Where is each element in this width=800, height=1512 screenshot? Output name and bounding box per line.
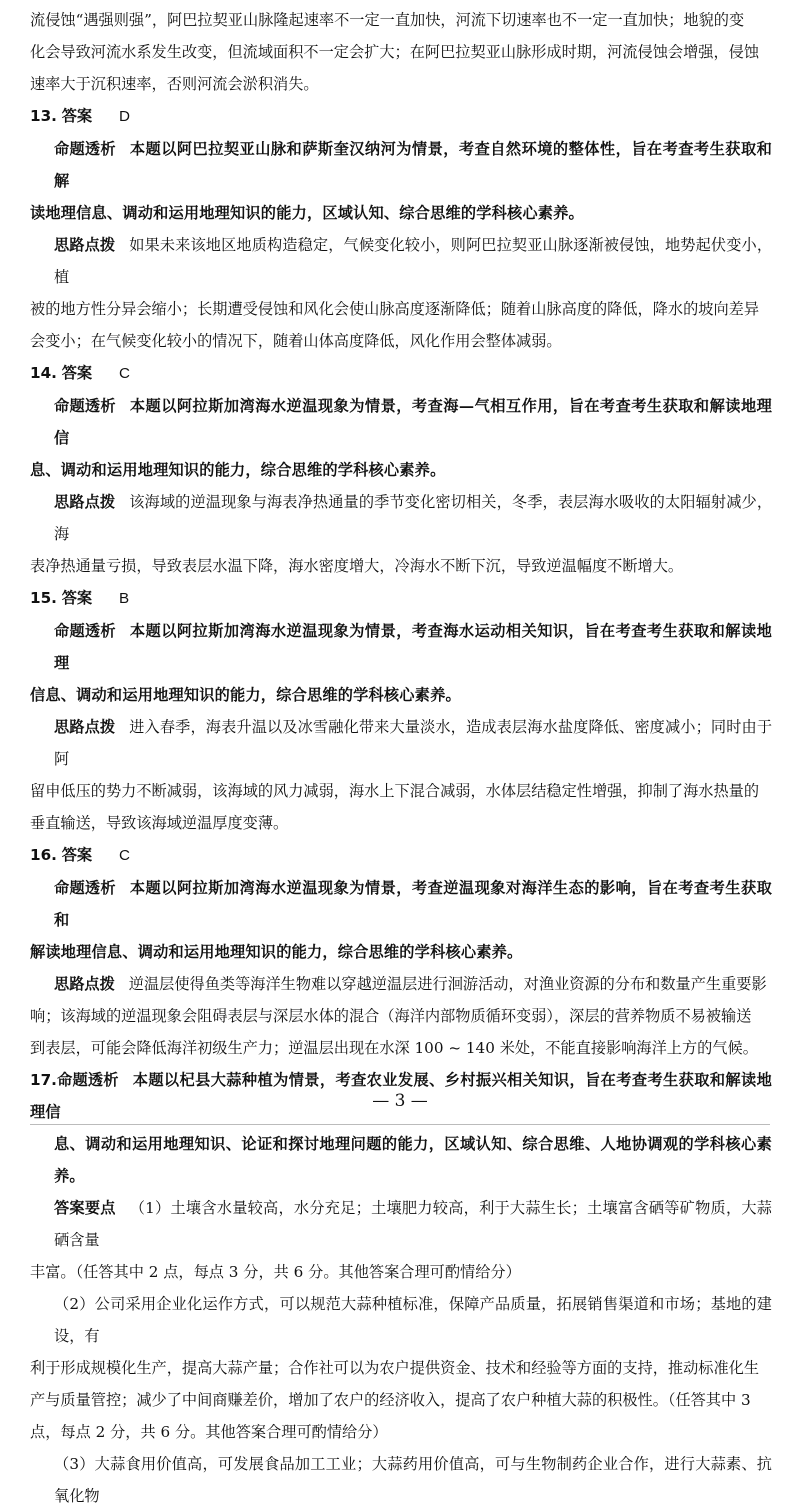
answer-value: C [118,847,130,864]
question-number: 17. [30,1071,57,1089]
q17-analysis [30,1064,772,1192]
text-line: 息、调动和运用地理知识的能力，综合思维的学科核心素养。 [30,461,446,479]
answer-value: B [118,590,130,607]
q15-answer-line [30,582,772,615]
q14-idea [30,486,772,582]
text-line: 留申低压的势力不断减弱，该海域的风力减弱，海水上下混合减弱，水体层结稳定性增强，抑制了海水热量的 [30,782,759,800]
text-line: 会变小；在气候变化较小的情况下，随着山体高度降低，风化作用会整体减弱。 [30,332,562,350]
text-line: 本题以阿拉斯加湾海水逆温现象为情景，考查海水运动相关知识，旨在考查考生获取和解读地理 [54,622,772,672]
text-line: 点，每点 2 分，共 6 分。其他答案合理可酌情给分） [30,1423,388,1441]
text-line: 到表层，可能会降低海洋初级生产力；逆温层出现在水深 100 ~ 140 米处，不能直接影响海洋上方的气候。 [30,1039,758,1057]
text-line: 解读地理信息、调动和运用地理知识的能力，综合思维的学科核心素养。 [30,943,523,961]
key-points-label: 答案要点 [54,1199,116,1217]
text-line: 息、调动和运用地理知识、论证和探讨地理问题的能力，区域认知、综合思维、人地协调观的学科核心素养。 [54,1135,772,1185]
text-line: 响；该海域的逆温现象会阻碍表层与深层水体的混合（海洋内部物质循环变弱），深层的营养物质不易被输送 [30,1007,752,1025]
text-line: 逆温层使得鱼类等海洋生物难以穿越逆温层进行洄游活动，对渔业资源的分布和数量产生重要影 [128,975,767,993]
text-line: 流侵蚀“遇强则强”，阿巴拉契亚山脉隆起速率不一定一直加快，河流下切速率也不一定一直加快；地貌的变 [30,11,745,29]
question-number: 15. [30,589,57,607]
text-line: 信息、调动和运用地理知识的能力，综合思维的学科核心素养。 [30,686,461,704]
analysis-label: 命题透析 [54,879,116,897]
footer-divider [30,1124,770,1125]
text-line: 垂直输送，导致该海域逆温厚度变薄。 [30,814,289,832]
q17-key-point-2 [30,1288,772,1448]
q13-answer-line [30,100,772,133]
text-line: 该海域的逆温现象与海表净热通量的季节变化密切相关，冬季，表层海水吸收的太阳辐射减少，海 [54,493,773,543]
question-number: 13. [30,107,57,125]
text-line: 本题以杞县大蒜种植为情景，考查农业发展、乡村振兴相关知识，旨在考查考生获取和解读地理信 [30,1071,773,1121]
answer-label: 答案 [61,846,93,864]
text-line: （3）大蒜食用价值高，可发展食品加工工业；大蒜药用价值高，可与生物制药企业合作，进行大蒜素、抗氧化物 [54,1455,772,1505]
text-line: 进入春季，海表升温以及冰雪融化带来大量淡水，造成表层海水盐度降低、密度减小；同时由于阿 [54,718,773,768]
analysis-label: 命题透析 [54,622,116,640]
text-line: 利于形成规模化生产，提高大蒜产量；合作社可以为农户提供资金、技术和经验等方面的支持，推动标准化生 [30,1359,759,1377]
intro-paragraph [30,4,772,100]
text-line: （2）公司采用企业化运作方式，可以规范大蒜种植标准，保障产品质量，拓展销售渠道和市场；基地的建设，有 [54,1295,772,1345]
answer-value: D [118,108,130,125]
text-line: 化会导致河流水系发生改变，但流域面积不一定会扩大；在阿巴拉契亚山脉形成时期，河流侵蚀会增强，侵蚀 [30,43,759,61]
q14-analysis [30,390,772,486]
analysis-label: 命题透析 [54,140,116,158]
text-line: 丰富。（任答其中 2 点，每点 3 分，共 6 分。其他答案合理可酌情给分） [30,1263,521,1281]
text-line: （1）土壤含水量较高，水分充足；土壤肥力较高，利于大蒜生长；土壤富含硒等矿物质，大蒜硒含量 [54,1199,772,1249]
idea-label: 思路点拨 [54,493,116,511]
analysis-label: 命题透析 [54,397,116,415]
q16-idea [30,968,772,1064]
text-line: 本题以阿拉斯加湾海水逆温现象为情景，考查逆温现象对海洋生态的影响，旨在考查考生获取和 [54,879,772,929]
text-line: 本题以阿拉斯加湾海水逆温现象为情景，考查海—气相互作用，旨在考查考生获取和解读地理信 [54,397,772,447]
question-number: 16. [30,846,57,864]
page-number: — 3 — [372,1091,428,1111]
q15-analysis [30,615,772,711]
q17-key-point-1 [30,1192,772,1288]
text-line: 读地理信息、调动和运用地理知识的能力，区域认知、综合思维的学科核心素养。 [30,204,584,222]
idea-label: 思路点拨 [54,975,115,993]
analysis-label: 命题透析 [56,1071,119,1089]
text-line: 产与质量管控；减少了中间商赚差价，增加了农户的经济收入，提高了农户种植大蒜的积极性。（任答其中 3 [30,1391,751,1409]
q16-analysis [30,872,772,968]
answer-label: 答案 [61,107,93,125]
question-number: 14. [30,364,57,382]
answer-label: 答案 [61,364,93,382]
text-line: 如果未来该地区地质构造稳定，气候变化较小，则阿巴拉契亚山脉逐渐被侵蚀，地势起伏变小，植 [54,236,773,286]
text-line: 被的地方性分异会缩小；长期遭受侵蚀和风化会使山脉高度逐渐降低；随着山脉高度的降低，降水的坡向差异 [30,300,759,318]
q16-answer-line [30,839,772,872]
q17-key-point-3 [30,1448,772,1512]
idea-label: 思路点拨 [54,236,116,254]
text-line: 速率大于沉积速率，否则河流会淤积消失。 [30,75,319,93]
answer-label: 答案 [61,589,93,607]
text-line: 表净热通量亏损，导致表层水温下降，海水密度增大，冷海水不断下沉，导致逆温幅度不断增大。 [30,557,684,575]
idea-label: 思路点拨 [54,718,116,736]
q15-idea [30,711,772,839]
q13-analysis [30,133,772,229]
text-line: 本题以阿巴拉契亚山脉和萨斯奎汉纳河为情景，考查自然环境的整体性，旨在考查考生获取和解 [54,140,772,190]
q13-idea [30,229,772,357]
answer-value: C [118,365,130,382]
answer-content [30,4,772,1512]
q14-answer-line [30,357,772,390]
